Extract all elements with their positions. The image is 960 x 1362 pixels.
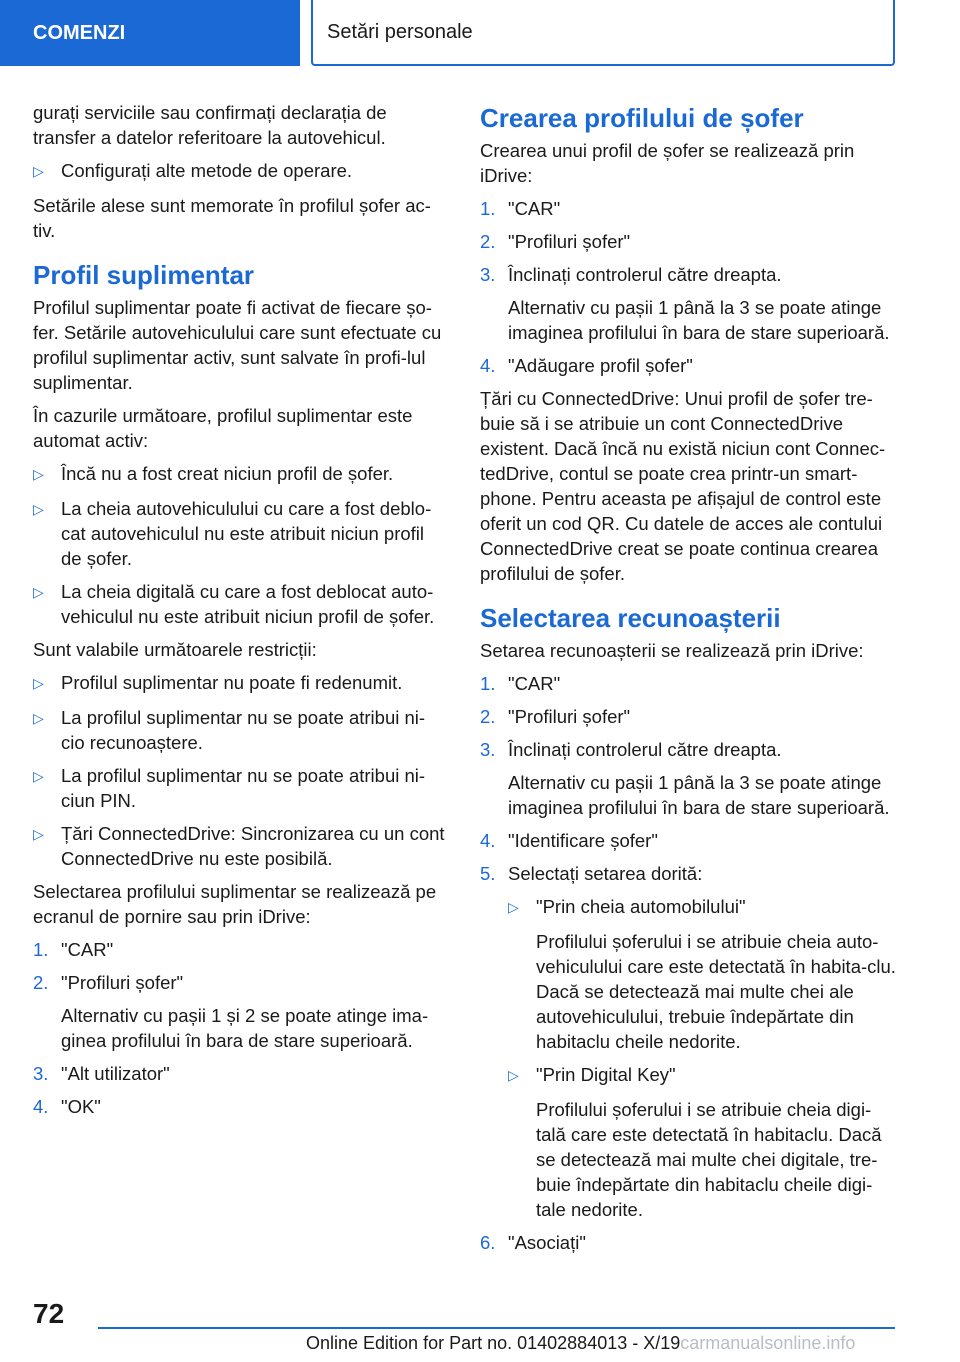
step-item: 4. "OK": [33, 1096, 101, 1117]
paragraph: Sunt valabile următoarele restricții:: [33, 639, 317, 660]
step-item: 3. Înclinați controlerul către dreapta.: [480, 264, 782, 285]
step-number: 4.: [480, 355, 496, 376]
step-number: 2.: [480, 706, 496, 727]
paragraph: Setările alese sunt memorate în profilul șofer ac-tiv.: [33, 195, 431, 241]
step-number: 2.: [480, 231, 496, 252]
triangle-bullet-icon: ▷: [33, 466, 44, 482]
footer-divider: [98, 1327, 895, 1329]
watermark: carmanualsonline.info: [680, 1333, 856, 1353]
step-number: 2.: [33, 972, 49, 993]
step-number: 1.: [480, 198, 496, 219]
triangle-bullet-icon: ▷: [508, 1067, 519, 1083]
chapter-title: Setări personale: [311, 0, 895, 66]
paragraph: În cazurile următoare, profilul suplimentar este automat activ:: [33, 405, 413, 451]
bullet-item: ▷ La profilul suplimentar nu se poate atribui ni-cio recunoaștere.: [33, 707, 426, 753]
step-number: 1.: [480, 673, 496, 694]
bullet-item: ▷ Profilul suplimentar nu poate fi redenumit.: [33, 670, 448, 697]
triangle-bullet-icon: ▷: [33, 584, 44, 600]
heading-profil-suplimentar: Profil suplimentar: [33, 260, 255, 290]
bullet-item: ▷ Țări ConnectedDrive: Sincronizarea cu un cont ConnectedDrive nu este posibilă.: [33, 823, 445, 869]
triangle-bullet-icon: ▷: [33, 826, 44, 842]
bullet-item: ▷ "Prin cheia automobilului": [508, 894, 900, 921]
triangle-bullet-icon: ▷: [33, 768, 44, 784]
step-item: 1. "CAR": [33, 939, 114, 960]
step-item: 1. "CAR": [480, 198, 561, 219]
step-item: 3. Înclinați controlerul către dreapta.: [480, 739, 782, 760]
step-number: 3.: [480, 264, 496, 285]
step-number: 4.: [33, 1096, 49, 1117]
triangle-bullet-icon: ▷: [33, 710, 44, 726]
paragraph: gurați serviciile sau confirmați declarația de transfer a datelor referitoare la autovehicul.: [33, 102, 387, 148]
step-number: 5.: [480, 863, 496, 884]
step-note: Alternativ cu pașii 1 și 2 se poate atinge ima-ginea profilului în bara de stare superioară.: [61, 1005, 429, 1051]
section-tab: COMENZI: [0, 0, 300, 66]
step-note: Alternativ cu pașii 1 până la 3 se poate atinge imaginea profilului în bara de stare superioară.: [508, 772, 890, 818]
option-note: Profilului șoferului i se atribuie cheia digi-tală care este detectată în habitaclu. Dacă se detectează mai multe chei digitale, tre-buie îndepărtate din habitaclu cheile digi-tale nedorite.: [536, 1099, 882, 1220]
paragraph: Profilul suplimentar poate fi activat de fiecare șo-fer. Setările autovehiculului care sunt efectuate cu profilul suplimentar activ, sunt salvate în profi-lul suplimentar.: [33, 297, 442, 393]
bullet-item: ▷ "Prin Digital Key": [508, 1062, 900, 1089]
paragraph: Setarea recunoașterii se realizează prin iDrive:: [480, 640, 864, 661]
step-item: 2. "Profiluri șofer": [480, 231, 631, 252]
triangle-bullet-icon: ▷: [33, 501, 44, 517]
bullet-item: ▷ Configurați alte metode de operare.: [33, 158, 448, 185]
step-number: 4.: [480, 830, 496, 851]
step-item: 5. Selectați setarea dorită:: [480, 863, 703, 884]
step-number: 1.: [33, 939, 49, 960]
bullet-item: ▷ La cheia autovehiculului cu care a fost deblo-cat autovehiculul nu este atribuit niciun profil de șofer.: [33, 498, 432, 569]
step-item: 4. "Identificare șofer": [480, 830, 658, 851]
step-number: 6.: [480, 1232, 496, 1253]
right-column: [480, 100, 900, 1263]
page-number: 72: [33, 1298, 65, 1329]
triangle-bullet-icon: ▷: [508, 899, 519, 915]
footer-edition: [306, 1333, 855, 1354]
option-note: Profilului șoferului i se atribuie cheia auto-vehiculului care este detectată în habita-clu. Dacă se detectează mai multe chei ale autovehiculului, trebuie îndepărtate din habitaclu cheile nedorite.: [536, 931, 896, 1052]
step-item: 3. "Alt utilizator": [33, 1063, 170, 1084]
bullet-item: ▷ La cheia digitală cu care a fost deblocat auto-vehiculul nu este atribuit niciun profil de șofer.: [33, 581, 435, 627]
step-item: 6. "Asociați": [480, 1232, 586, 1253]
step-item: 2. "Profiluri șofer": [480, 706, 631, 727]
step-number: 3.: [33, 1063, 49, 1084]
step-note: Alternativ cu pașii 1 până la 3 se poate atinge imaginea profilului în bara de stare superioară.: [508, 297, 890, 343]
step-number: 3.: [480, 739, 496, 760]
bullet-item: ▷ La profilul suplimentar nu se poate atribui ni-ciun PIN.: [33, 765, 426, 811]
step-item: 2. "Profiluri șofer": [33, 972, 184, 993]
step-item: 4. "Adăugare profil șofer": [480, 355, 693, 376]
heading-selectarea-recunoasterii: Selectarea recunoașterii: [480, 603, 781, 633]
triangle-bullet-icon: ▷: [33, 675, 44, 691]
edition-text: Online Edition for Part no. 01402884013 - X/19: [306, 1333, 681, 1353]
paragraph: Țări cu ConnectedDrive: Unui profil de șofer tre-buie să i se atribuie un cont ConnectedDrive existent. Dacă încă nu există niciun cont Connec-tedDrive, contul se poate crea printr-un smart-phone. Pentru aceasta pe afișajul de control este oferit un cod QR. Cu datele de acces ale contului ConnectedDrive creat se poate continua crearea profilului de șofer.: [480, 388, 886, 584]
left-column: [33, 100, 448, 1127]
triangle-bullet-icon: ▷: [33, 163, 44, 179]
bullet-item: ▷ Încă nu a fost creat niciun profil de șofer.: [33, 461, 448, 488]
page-header: [0, 0, 960, 66]
paragraph: Crearea unui profil de șofer se realizează prin iDrive:: [480, 140, 855, 186]
heading-crearea-profilului: Crearea profilului de șofer: [480, 103, 804, 133]
paragraph: Selectarea profilului suplimentar se realizează pe ecranul de pornire sau prin iDrive:: [33, 881, 437, 927]
step-item: 1. "CAR": [480, 673, 561, 694]
